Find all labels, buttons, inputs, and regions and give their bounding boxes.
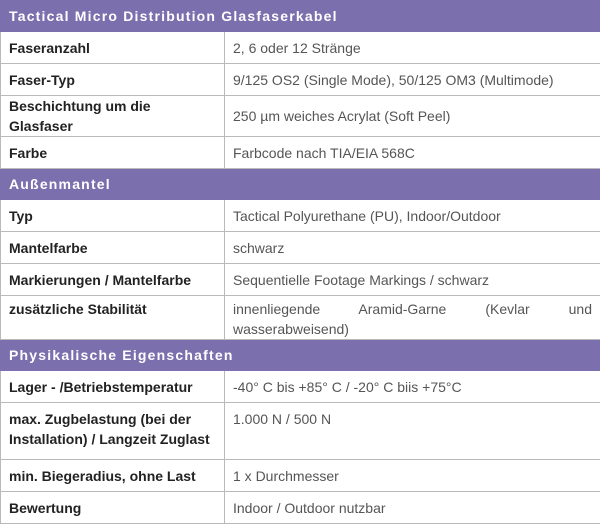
section-title: Außenmantel — [1, 169, 600, 200]
table-row — [1, 232, 600, 264]
row-value: 1 x Durchmesser — [225, 460, 600, 492]
section-title: Tactical Micro Distribution Glasfaserkabel — [1, 1, 600, 32]
row-label: Farbe — [1, 137, 225, 169]
row-label: min. Biegeradius, ohne Last — [1, 460, 225, 492]
section-header-physikalische-eigenschaften — [1, 340, 600, 371]
table-row — [1, 32, 600, 64]
row-value: -40° C bis +85° C / -20° C biis +75°C — [225, 371, 600, 403]
row-label: Faseranzahl — [1, 32, 225, 64]
row-value: Tactical Polyurethane (PU), Indoor/Outdoor — [225, 200, 600, 232]
section-title: Physikalische Eigenschaften — [1, 340, 600, 371]
row-label: Typ — [1, 200, 225, 232]
table-row — [1, 96, 600, 137]
table-row — [1, 137, 600, 169]
row-value: 2, 6 oder 12 Stränge — [225, 32, 600, 64]
table-row — [1, 296, 600, 340]
row-label: Faser-Typ — [1, 64, 225, 96]
table-row — [1, 492, 600, 524]
row-value: 9/125 OS2 (Single Mode), 50/125 OM3 (Multimode) — [225, 64, 600, 96]
section-header-glasfaserkabel — [1, 1, 600, 32]
table-row — [1, 200, 600, 232]
row-value: schwarz — [225, 232, 600, 264]
row-value: 250 µm weiches Acrylat (Soft Peel) — [225, 96, 600, 137]
row-label: Lager - /Betriebstemperatur — [1, 371, 225, 403]
row-label: max. Zugbelastung (bei der Installation) / Langzeit Zuglast — [1, 403, 225, 460]
table-row — [1, 264, 600, 296]
row-value: Farbcode nach TIA/EIA 568C — [225, 137, 600, 169]
table-row — [1, 371, 600, 403]
section-header-aussenmantel — [1, 169, 600, 200]
row-label: Mantelfarbe — [1, 232, 225, 264]
row-label: Markierungen / Mantelfarbe — [1, 264, 225, 296]
row-value: 1.000 N / 500 N — [225, 403, 600, 460]
row-label: Bewertung — [1, 492, 225, 524]
row-value: Sequentielle Footage Markings / schwarz — [225, 264, 600, 296]
row-value: innenliegende Aramid-Garne (Kevlar und wasserabweisend) — [225, 296, 600, 340]
row-label: zusätzliche Stabilität — [1, 296, 225, 340]
table-row — [1, 403, 600, 460]
row-label: Beschichtung um die Glasfaser — [1, 96, 225, 137]
table-row — [1, 64, 600, 96]
table-row — [1, 460, 600, 492]
row-value: Indoor / Outdoor nutzbar — [225, 492, 600, 524]
